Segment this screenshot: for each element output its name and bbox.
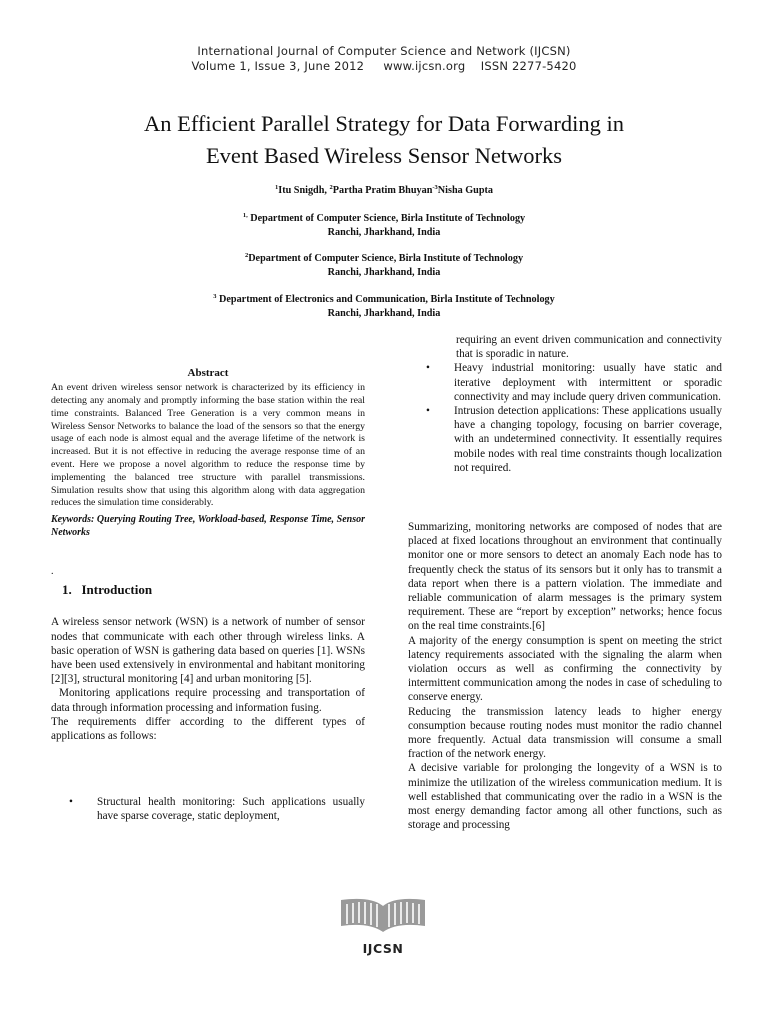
affiliation-1-location: Ranchi, Jharkhand, India bbox=[327, 226, 441, 238]
affiliation-2-department: Department of Computer Science, Birla Institute of Technology bbox=[248, 253, 524, 264]
intro-paragraph-1: A wireless sensor network (WSN) is a network of number of sensor nodes that communicate with each other through wireless links. A basic operation of WSN is gathering data based on queries [1]. WSNs have been used extensively in environmental and habitant monitoring [2][3], structural monitoring [4] and urban monitoring [5]. bbox=[51, 616, 365, 686]
paragraph-energy: A majority of the energy consumption is spent on meeting the strict latency requirements associated with the signaling the alarm when violation occurs as well as confirming the connectivity by intermittent communication among the nodes in case of scheduling to conserve energy. bbox=[408, 634, 722, 704]
paper-title bbox=[60, 108, 708, 172]
bullet-dot: • bbox=[69, 796, 73, 809]
affiliation-2 bbox=[60, 252, 708, 279]
bullet-continued-text: requiring an event driven communication and connectivity that is sporadic in nature. bbox=[456, 334, 722, 361]
affiliation-1 bbox=[60, 212, 708, 239]
affiliation-2-number: 2 bbox=[244, 252, 249, 259]
author-3: Nisha Gupta bbox=[437, 185, 493, 196]
journal-logo bbox=[331, 892, 435, 962]
right-column bbox=[408, 333, 722, 833]
left-column bbox=[51, 366, 365, 824]
author-list bbox=[60, 184, 708, 198]
abstract-heading: Abstract bbox=[187, 367, 229, 379]
author-2: Partha Pratim Bhuyan bbox=[332, 185, 433, 196]
intro-paragraph-2: Monitoring applications require processing and transportation of data through information processing and information fusing. bbox=[51, 687, 365, 714]
affiliation-1-department: Department of Computer Science, Birla Institute of Technology bbox=[247, 213, 526, 224]
journal-name: International Journal of Computer Science and Network (IJCSN) bbox=[197, 44, 571, 58]
affiliation-3-number: 3 bbox=[213, 293, 217, 300]
logo-label: IJCSN bbox=[362, 941, 404, 956]
author-1: Itu Snigdh, bbox=[278, 185, 330, 196]
author-3-number: -3 bbox=[432, 184, 438, 191]
affiliation-3 bbox=[60, 293, 708, 320]
bullet-industrial-monitoring bbox=[408, 361, 722, 404]
bullet-dot: • bbox=[426, 405, 430, 418]
bullet-dot: • bbox=[426, 362, 430, 375]
affiliation-2-location: Ranchi, Jharkhand, India bbox=[327, 266, 441, 278]
affiliation-1-number: 1, bbox=[242, 212, 248, 219]
section-heading-introduction: 1. Introduction bbox=[62, 582, 153, 598]
paper-title-line-1: An Efficient Parallel Strategy for Data Forwarding in bbox=[143, 111, 625, 136]
author-1-number: 1 bbox=[274, 184, 279, 191]
bullet-structural-text: Structural health monitoring: Such applications usually have sparse coverage, static deployment, bbox=[97, 796, 365, 823]
journal-issue-info: Volume 1, Issue 3, June 2012 www.ijcsn.org ISSN 2277-5420 bbox=[191, 59, 577, 73]
paper-title-line-2: Event Based Wireless Sensor Networks bbox=[205, 143, 563, 168]
journal-header bbox=[0, 44, 768, 74]
paragraph-decisive-variable: A decisive variable for prolonging the longevity of a WSN is to minimize the utilization of the wireless communication medium. It is well established that communicating over the radio in a WSN is the most energy demanding factor among all other functions, such as storage and processing bbox=[408, 762, 722, 832]
stray-dot: . bbox=[51, 566, 54, 578]
paragraph-summary: Summarizing, monitoring networks are composed of nodes that are placed at fixed locations throughout an environment that continually monitor one or more sensors to detect an anomaly Each node has to frequently check the status of its sensors but it only has to transmit a data report when there is a pattern violation. The immediate and reliable communication of alarm messages is the primary system requirement. These are “report by exception” networks; hence focus on the real time constraints.[6] bbox=[408, 521, 722, 633]
bullet-intrusion-detection bbox=[408, 404, 722, 475]
bullet-intrusion-text: Intrusion detection applications: These applications usually have a changing topology, focusing on barrier coverage, with an undetermined connectivity. It essentially requires mobile nodes with real time constraints though localization not required. bbox=[454, 405, 722, 474]
paragraph-reducing-latency: Reducing the transmission latency leads to higher energy consumption because routing nodes must monitor the radio channel more frequently. Actual data transmission will consume a small fraction of the network energy. bbox=[408, 705, 722, 761]
author-2-number: 2 bbox=[329, 184, 333, 191]
affiliation-3-department: Department of Electronics and Communication, Birla Institute of Technology bbox=[216, 294, 555, 305]
bullet-structural-monitoring bbox=[51, 795, 365, 823]
open-book-icon bbox=[333, 892, 433, 934]
abstract-body: An event driven wireless sensor network is characterized by its efficiency in detecting any anomaly and promptly informing the base station within the real time constraints. Balanced Tree Generation is a very common means in Wireless Sensor Networks to balance the load of the sensors so that the energy usage of each node is almost equal and the average lifetime of the network is increased. But it is not effective in reducing the average response time of an event. Here we propose a novel algorithm to reduce the response time by implementing the balanced tree structure with parallel transmissions. Simulation results show that using this algorithm along with data aggregation reduces the simulation time considerably. bbox=[51, 382, 365, 509]
affiliation-3-location: Ranchi, Jharkhand, India bbox=[327, 307, 441, 319]
keywords: Keywords: Querying Routing Tree, Workload-based, Response Time, Sensor Networks bbox=[51, 514, 365, 539]
bullet-industrial-text: Heavy industrial monitoring: usually have static and iterative deployment with intermittent or sporadic connectivity and may include query driven communication. bbox=[454, 362, 722, 403]
intro-paragraph-3: The requirements differ according to the different types of applications as follows: bbox=[51, 715, 365, 742]
